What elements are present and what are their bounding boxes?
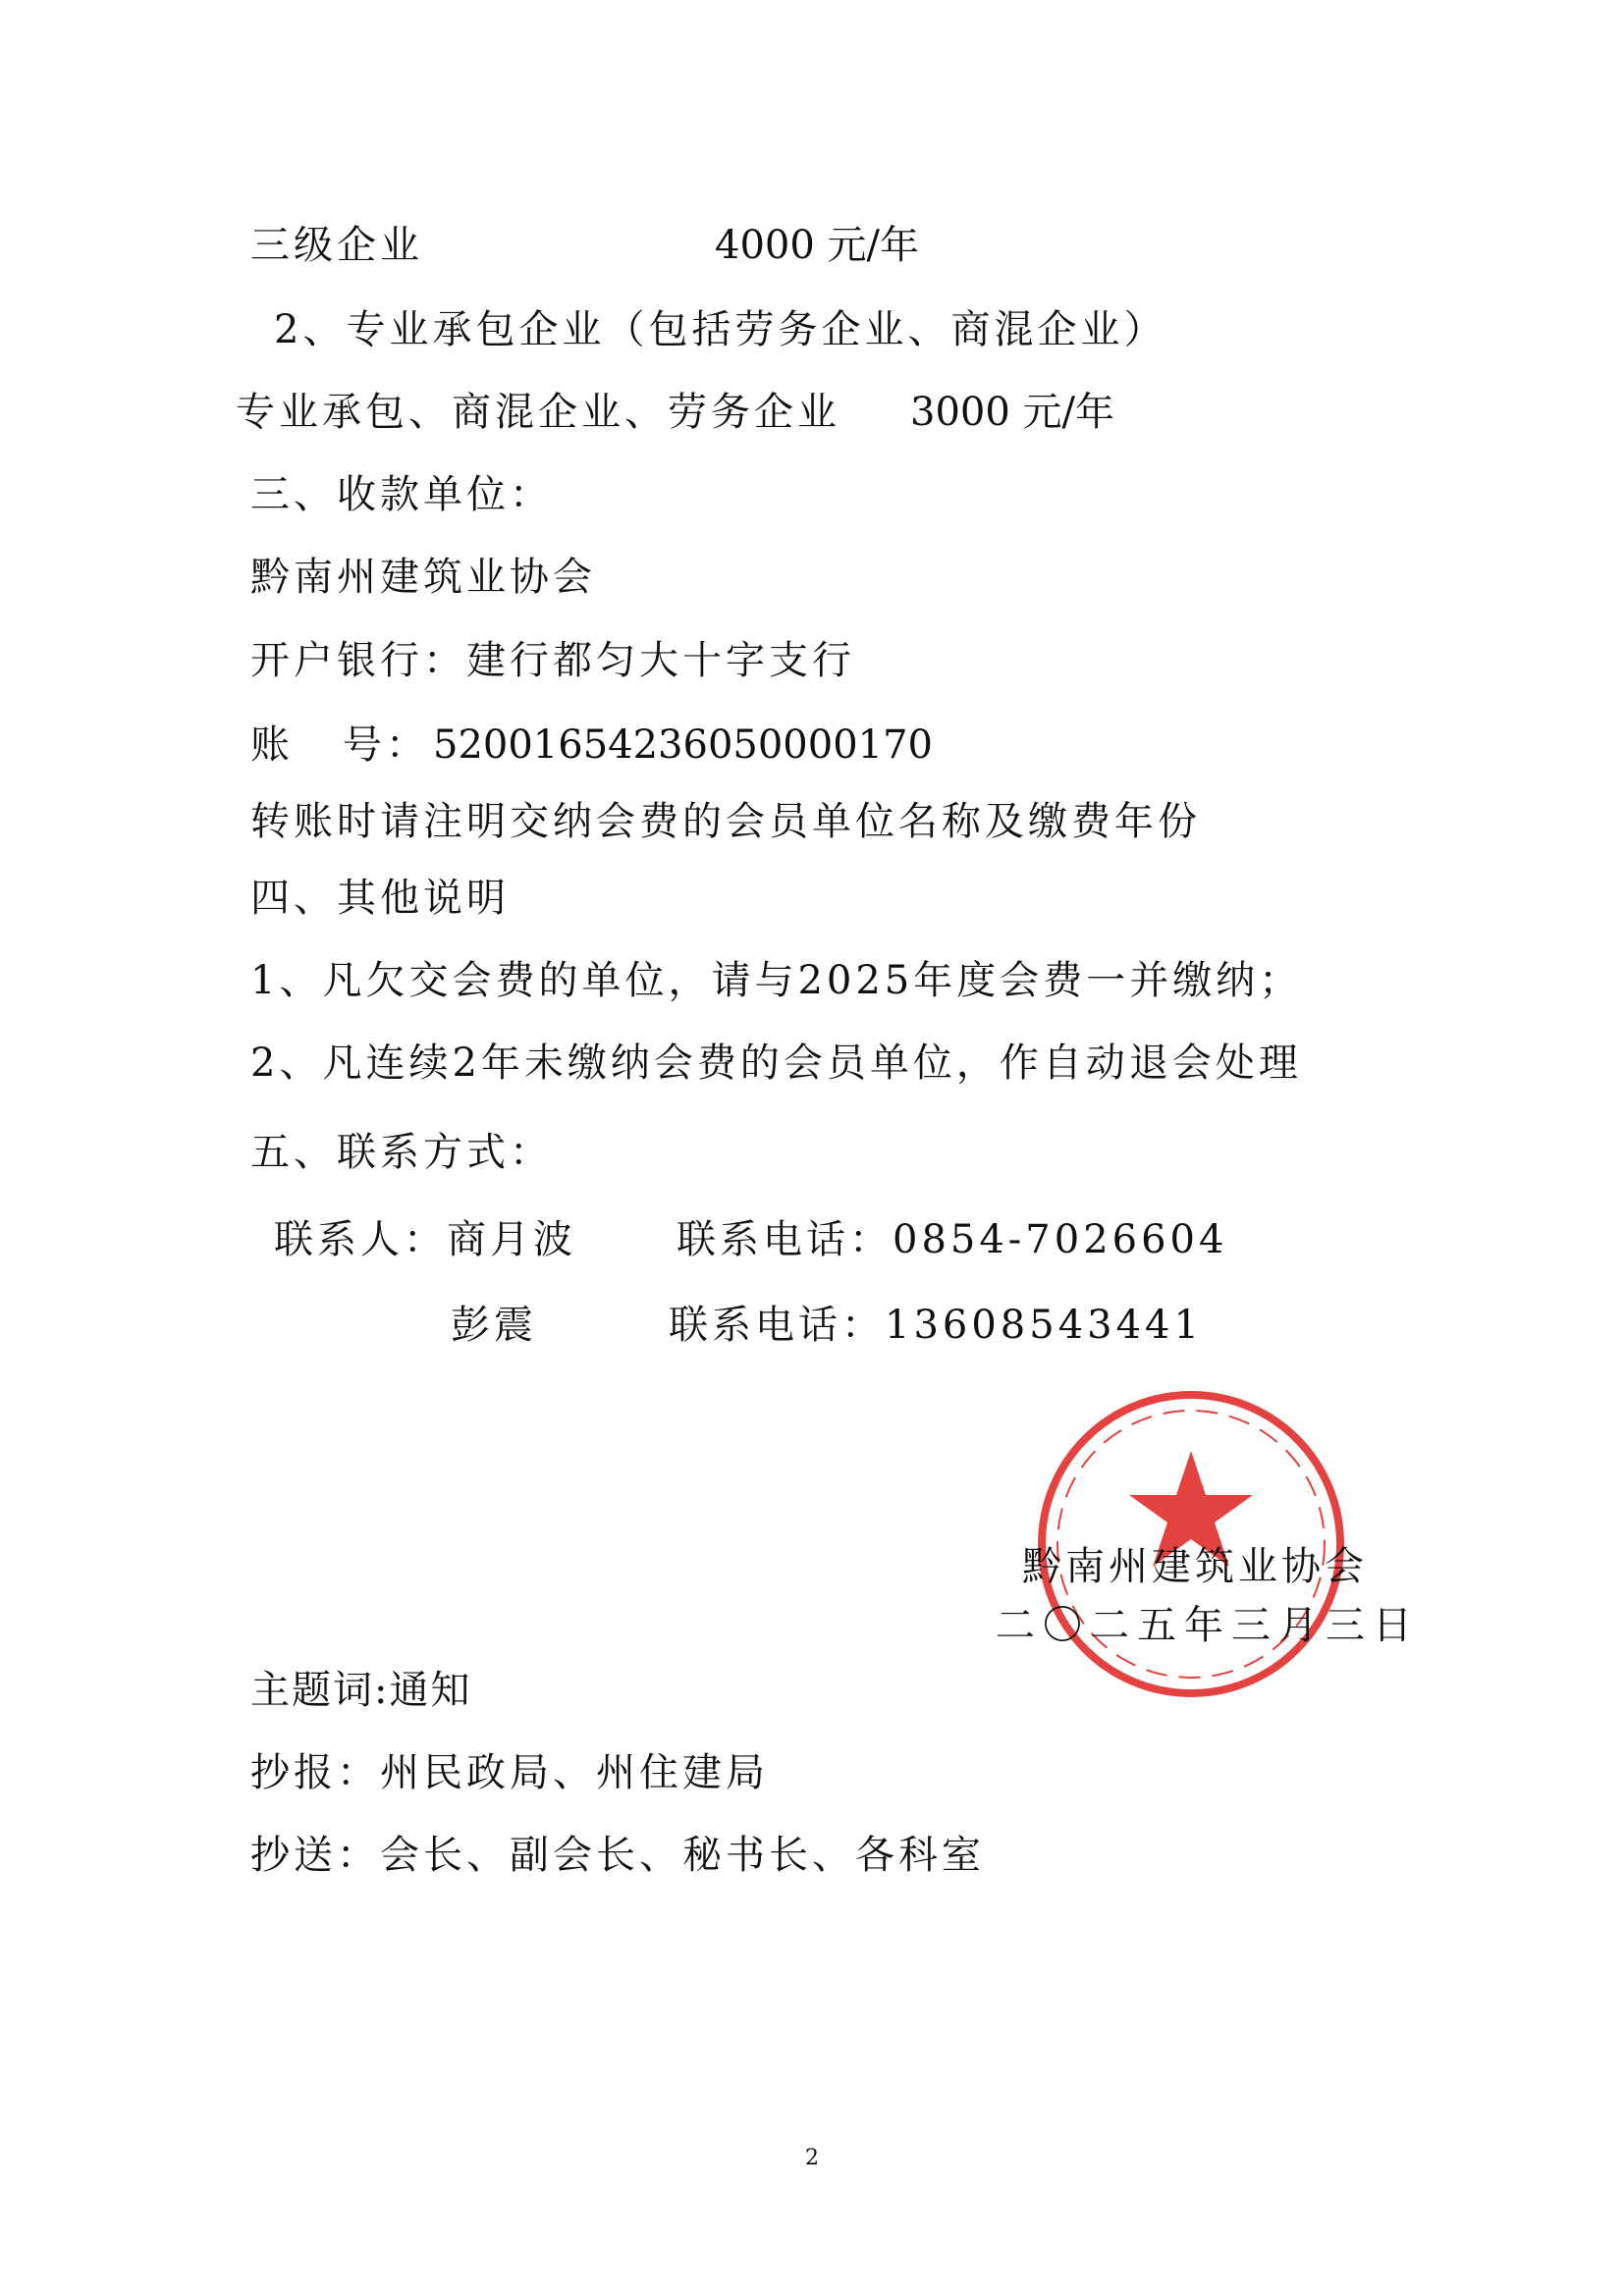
contact-heading: 五、联系方式： — [250, 1130, 553, 1175]
contact-phone-1: 联系电话：0854-7026604 — [677, 1217, 1228, 1262]
payee-name: 黔南州建筑业协会 — [250, 555, 596, 600]
account-label-2: 号： — [343, 722, 429, 768]
signature-date: 二〇二五年三月三日 — [996, 1603, 1420, 1648]
contact-person-1: 联系人：商月波 — [274, 1217, 576, 1262]
account-row — [250, 721, 933, 769]
page-number: 2 — [805, 2146, 819, 2170]
account-number: 52001654236050000170 — [433, 722, 933, 768]
specialty-heading: 2、专业承包企业（包括劳务企业、商混企业） — [274, 307, 1167, 352]
specialty-amount: 3000 元/年 — [910, 390, 1114, 435]
signature-org: 黔南州建筑业协会 — [1022, 1544, 1368, 1589]
tier3-amount: 4000 元/年 — [715, 223, 919, 268]
transfer-note: 转账时请注明交纳会费的会员单位名称及缴费年份 — [250, 799, 1201, 844]
other-item-2: 2、凡连续2年未缴纳会费的会员单位，作自动退会处理 — [250, 1041, 1302, 1086]
tier3-label: 三级企业 — [250, 223, 423, 268]
contact-phone-2: 联系电话：13608543441 — [669, 1303, 1203, 1348]
bank-name: 开户银行：建行都匀大十字支行 — [250, 638, 855, 683]
contact-person-2: 彭震 — [451, 1303, 537, 1348]
report-to: 抄报：州民政局、州住建局 — [250, 1750, 769, 1795]
copy-to: 抄送：会长、副会长、秘书长、各科室 — [250, 1833, 985, 1878]
account-label-1: 账 — [250, 722, 294, 768]
other-heading: 四、其他说明 — [250, 876, 510, 921]
specialty-label: 专业承包、商混企业、劳务企业 — [236, 390, 840, 435]
keywords: 主题词:通知 — [250, 1668, 472, 1713]
payee-heading: 三、收款单位： — [250, 472, 553, 517]
other-item-1: 1、凡欠交会费的单位，请与2025年度会费一并缴纳； — [250, 958, 1303, 1003]
